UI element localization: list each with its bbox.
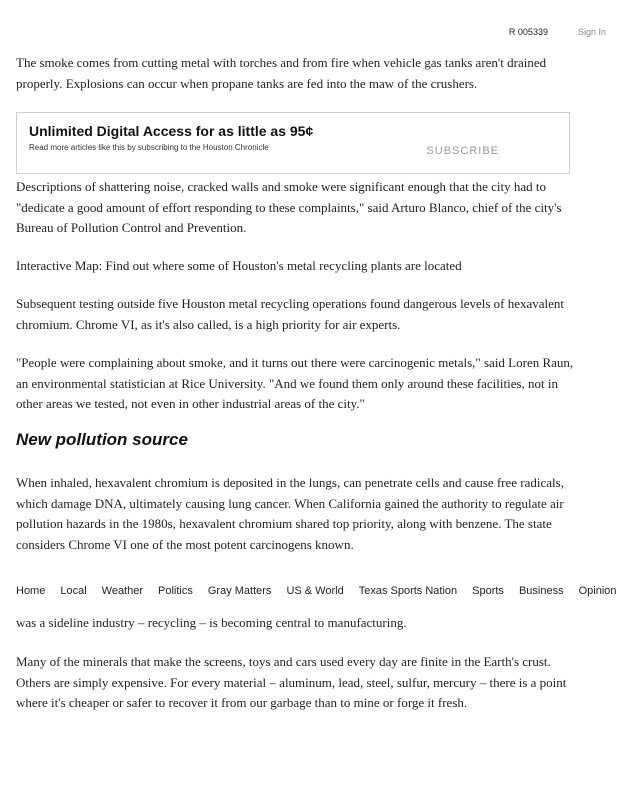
account-id[interactable]: R 005339 <box>508 27 548 37</box>
nav-item-home[interactable]: Home <box>16 585 46 597</box>
nav-item-texas-sports-nation[interactable]: Texas Sports Nation <box>358 585 458 597</box>
paragraph-descriptions: Descriptions of shattering noise, cracked walls and smoke were significant enough that the city had to "dedicate a good amount of effort responding to these complaints," said Arturo Blanco, chief of the city's Bureau of Pollution Control and Prevention. <box>16 179 562 235</box>
section-nav-bar <box>16 585 617 605</box>
paragraph-quote: "People were complaining about smoke, and it turns out there were carcinogenic metals," said Loren Raun, an environmental statistician at Rice University. "And we found them only around these facilities, not in other areas we tested, not even in other industrial areas of the city." <box>16 355 574 411</box>
nav-item-local[interactable]: Local <box>60 585 87 597</box>
nav-item-opinion[interactable]: Opinion <box>578 585 617 597</box>
nav-item-us-world[interactable]: US & World <box>286 585 344 597</box>
interactive-map-line <box>16 256 462 276</box>
paragraph-smoke: The smoke comes from cutting metal with torches and from fire when vehicle gas tanks aren't drained properly. Explosions can occur when propane tanks are fed into the maw of the crushers. <box>16 55 547 91</box>
paragraph-minerals: Many of the minerals that make the screens, toys and cars used every day are finite in the Earth's crust. Others are simply expensive. For every material – aluminum, lead, steel, sulfur, mercury – there is a point where it's cheaper or safer to recover it from our garbage than to mine or forge it fresh. <box>16 654 567 710</box>
interactive-map-link[interactable]: Find out where some of Houston's metal recycling plants are located <box>102 258 462 273</box>
nav-item-sports[interactable]: Sports <box>472 585 504 597</box>
promo-title: Unlimited Digital Access for as little as 95¢ <box>29 123 314 139</box>
subscription-promo[interactable] <box>16 112 570 174</box>
nav-item-business[interactable]: Business <box>518 585 564 597</box>
subscribe-button[interactable]: SUBSCRIBE <box>426 145 499 157</box>
paragraph-inhaled: When inhaled, hexavalent chromium is deposited in the lungs, can penetrate cells and cause free radicals, which damage DNA, ultimately causing lung cancer. When California gained the authority to regulate air pollution hazards in the 1980s, hexavalent chromium shared top priority, along with benzene. The state considers Chrome VI one of the most potent carcinogens known. <box>16 475 564 552</box>
paragraph-testing: Subsequent testing outside five Houston metal recycling operations found dangerous levels of hexavalent chromium. Chrome VI, as it's also called, is a high priority for air experts. <box>16 296 565 332</box>
nav-item-gray-matters[interactable]: Gray Matters <box>207 585 272 597</box>
interactive-map-label: Interactive Map: <box>16 258 103 273</box>
paragraph-sideline: was a sideline industry – recycling – is becoming central to manufacturing. <box>16 615 407 630</box>
nav-item-politics[interactable]: Politics <box>158 585 193 597</box>
section-heading: New pollution source <box>16 430 188 449</box>
top-bar <box>509 24 606 40</box>
nav-item-weather[interactable]: Weather <box>101 585 144 597</box>
sign-in-link[interactable]: Sign In <box>577 27 606 37</box>
promo-subtitle: Read more articles like this by subscribing to the Houston Chronicle <box>29 143 269 152</box>
